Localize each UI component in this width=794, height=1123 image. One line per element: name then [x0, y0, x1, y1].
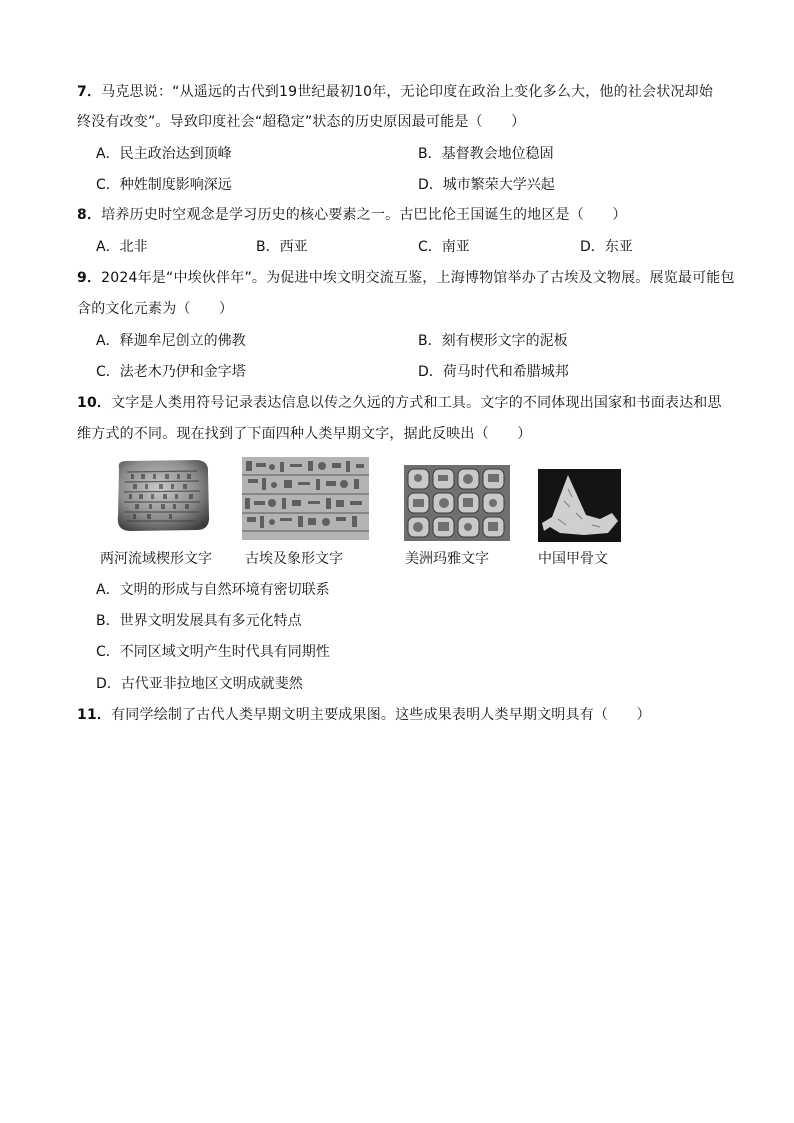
maya-script-image [404, 465, 510, 541]
question-7-option-d[interactable]: D．城市繁荣大学兴起 [418, 177, 555, 193]
cuneiform-tablet-image [113, 458, 212, 533]
question-10-option-c[interactable]: C．不同区域文明产生时代具有同期性 [96, 644, 330, 660]
question-7-option-b[interactable]: B．基督教会地位稳固 [418, 146, 554, 162]
question-8-option-d[interactable]: D．东亚 [580, 239, 633, 255]
question-11-text-1: 有同学绘制了古代人类早期文明主要成果图。这些成果表明人类早期文明具有（ ） [111, 707, 651, 723]
question-8-number: 8． [77, 207, 102, 223]
question-8-text-1: 培养历史时空观念是学习历史的核心要素之一。古巴比伦王国诞生的地区是（ ） [101, 207, 627, 223]
question-7-option-a[interactable]: A．民主政治达到顶峰 [96, 146, 232, 162]
question-8-option-a[interactable]: A．北非 [96, 239, 148, 255]
question-10-text-1: 文字是人类用符号记录表达信息以传之久远的方式和工具。文字的不同体现出国家和书面表达和思 [111, 395, 722, 411]
question-7-text-1: 马克思说：“从遥远的古代到19世纪最初10年，无论印度在政治上变化多么大，他的社会状况却始 [101, 84, 714, 100]
question-10-number: 10． [77, 395, 112, 411]
question-9-number: 9． [77, 270, 102, 286]
caption-oracle-bone: 中国甲骨文 [538, 551, 608, 567]
question-10-option-b[interactable]: B．世界文明发展具有多元化特点 [96, 613, 302, 629]
question-9-option-b[interactable]: B．刻有楔形文字的泥板 [418, 333, 568, 349]
egyptian-hieroglyphs-image [242, 457, 369, 540]
question-7-number: 7． [77, 84, 102, 100]
question-8-option-c[interactable]: C．南亚 [418, 239, 470, 255]
caption-maya: 美洲玛雅文字 [405, 551, 489, 567]
question-7-line-2: 终没有改变”。导致印度社会“超稳定”状态的历史原因最可能是（ ） [77, 114, 526, 130]
caption-cuneiform: 两河流域楔形文字 [100, 551, 212, 567]
question-9-option-a[interactable]: A．释迦牟尼创立的佛教 [96, 333, 246, 349]
question-10-line-2: 维方式的不同。现在找到了下面四种人类早期文字，据此反映出（ ） [77, 426, 532, 442]
question-8-line-1 [77, 205, 627, 225]
question-10-line-1 [77, 393, 722, 413]
question-9-line-1 [77, 268, 735, 288]
question-10-option-a[interactable]: A．文明的形成与自然环境有密切联系 [96, 582, 330, 598]
caption-hieroglyphs: 古埃及象形文字 [245, 551, 343, 567]
question-11-number: 11． [77, 707, 112, 723]
question-11-line-1 [77, 705, 651, 725]
question-7-option-c[interactable]: C．种姓制度影响深远 [96, 177, 232, 193]
question-7-line-1 [77, 82, 713, 102]
question-9-option-d[interactable]: D．荷马时代和希腊城邦 [418, 364, 569, 380]
question-9-text-1: 2024年是“中埃伙伴年”。为促进中埃文明交流互鉴，上海博物馆举办了古埃及文物展。展览最可能包 [101, 270, 735, 286]
oracle-bone-image [538, 469, 621, 542]
question-8-option-b[interactable]: B．西亚 [256, 239, 308, 255]
question-9-line-2: 含的文化元素为（ ） [77, 301, 234, 317]
question-10-option-d[interactable]: D．古代亚非拉地区文明成就斐然 [96, 676, 303, 692]
question-9-option-c[interactable]: C．法老木乃伊和金字塔 [96, 364, 246, 380]
